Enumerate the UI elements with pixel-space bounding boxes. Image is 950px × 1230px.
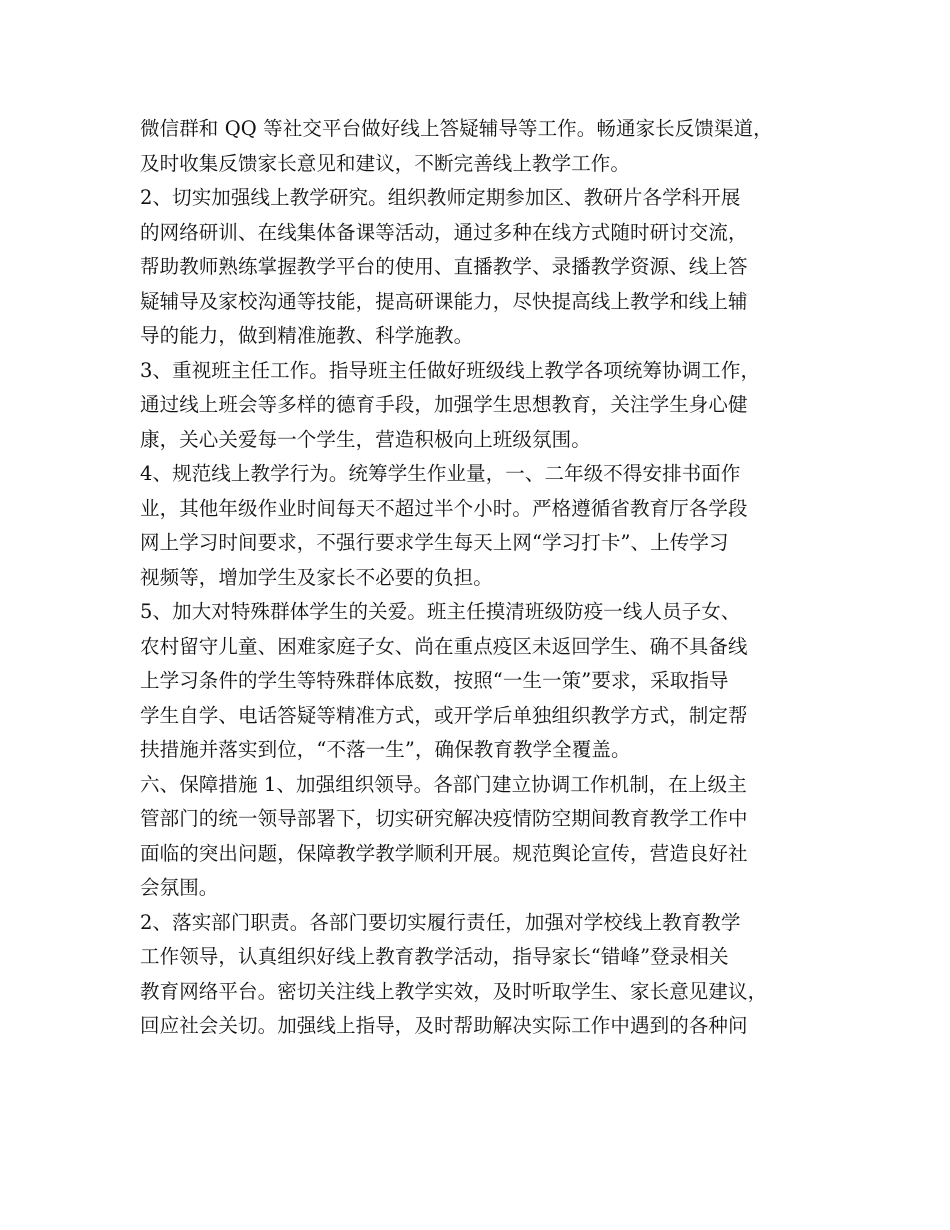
- text-line: 教育网络平台。密切关注线上教学实效，及时听取学生、家长意见建议，: [140, 979, 768, 1003]
- text-line: 帮助教师熟练掌握教学平台的使用、直播教学、录播教学资源、线上答: [140, 255, 748, 278]
- text-line: 网上学习时间要求，不强行要求学生每天上网“学习打卡”、上传学习: [140, 531, 729, 554]
- text-line: 扶措施并落实到位，“不落一生”，确保教育教学全覆盖。: [140, 738, 631, 761]
- text-line: 面临的突出问题，保障教学教学顺利开展。规范舆论宣传，营造良好社: [140, 841, 748, 865]
- text-line: 视频等，增加学生及家长不必要的负担。: [140, 565, 493, 589]
- text-line: 2、切实加强线上教学研究。组织教师定期参加区、教研片各学科开展: [140, 186, 741, 209]
- text-line: 会氛围。: [140, 876, 219, 899]
- text-line: 通过线上班会等多样的德育手段，加强学生思想教育，关注学生身心健: [140, 393, 748, 416]
- text-line: 导的能力，做到精准施教、科学施教。: [140, 324, 474, 347]
- text-line: 及时收集反馈家长意见和建议，不断完善线上教学工作。: [140, 151, 631, 175]
- text-line: 的网络研训、在线集体备课等活动，通过多种在线方式随时研讨交流，: [140, 220, 748, 244]
- text-line: 2、落实部门职责。各部门要切实履行责任，加强对学校线上教育教学: [140, 910, 741, 934]
- text-line: 业，其他年级作业时间每天不超过半个小时。严格遵循省教育厅各学段: [140, 496, 748, 520]
- text-line: 微信群和 QQ 等社交平台做好线上答疑辅导等工作。畅通家长反馈渠道，: [140, 117, 773, 140]
- text-line: 上学习条件的学生等特殊群体底数，按照“一生一策”要求，采取指导: [140, 669, 729, 692]
- text-line: 疑辅导及家校沟通等技能，提高研课能力，尽快提高线上教学和线上辅: [140, 289, 748, 313]
- text-line: 学生自学、电话答疑等精准方式，或开学后单独组织教学方式，制定帮: [140, 703, 748, 727]
- text-line: 农村留守儿童、困难家庭子女、尚在重点疫区未返回学生、确不具备线: [140, 634, 748, 658]
- text-line: 管部门的统一领导部署下，切实研究解决疫情防空期间教育教学工作中: [140, 807, 748, 830]
- document-body: [140, 112, 820, 1044]
- text-line: 回应社会关切。加强线上指导，及时帮助解决实际工作中遇到的各种问: [140, 1014, 748, 1037]
- text-line: 康，关心关爱每一个学生，营造积极向上班级氛围。: [140, 427, 591, 451]
- text-line: 4、规范线上教学行为。统筹学生作业量，一、二年级不得安排书面作: [140, 462, 741, 485]
- text-line: 六、保障措施 1、加强组织领导。各部门建立协调工作机制，在上级主: [140, 772, 747, 796]
- text-line: 3、重视班主任工作。指导班主任做好班级线上教学各项统筹协调工作，: [140, 358, 761, 382]
- text-line: 工作领导，认真组织好线上教育教学活动，指导家长“错峰”登录相关: [140, 945, 729, 968]
- text-line: 5、加大对特殊群体学生的关爱。班主任摸清班级防疫一线人员子女、: [140, 600, 741, 623]
